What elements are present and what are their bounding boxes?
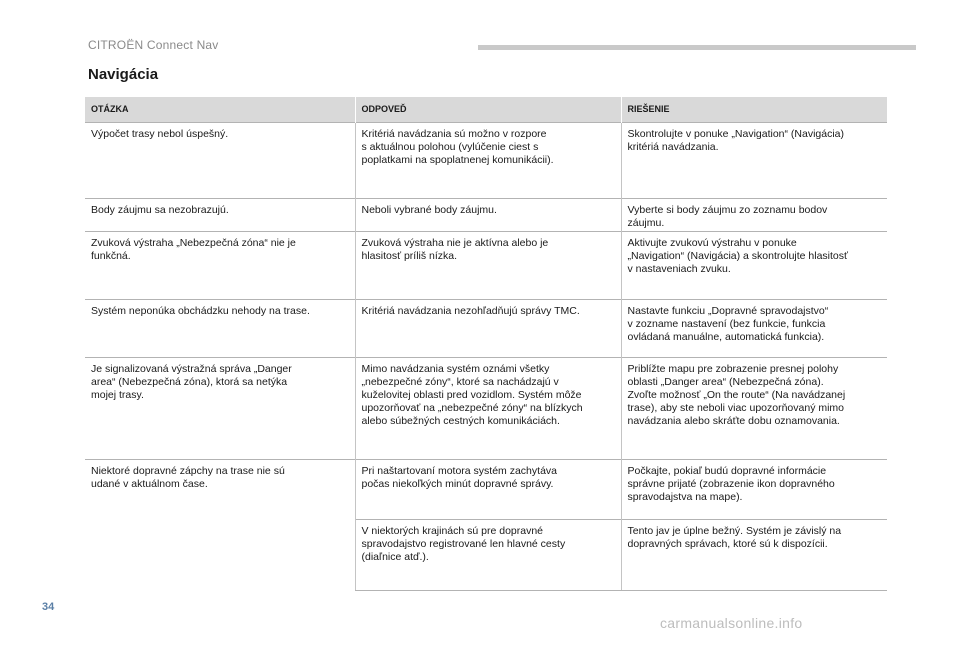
solution-cell: [621, 123, 887, 199]
solution-text: Nastavte funkciu „Dopravné spravodajstvo“ v zozname nastavení (bez funkcie, funkcia ovládaná manuálne, automatická funkcia).: [627, 305, 829, 343]
table-row: [85, 123, 887, 199]
question-text: Je signalizovaná výstražná správa „Danger area“ (Nebezpečná zóna), ktorá sa netýka mojej trasy.: [91, 363, 292, 401]
column-header-answer: ODPOVEĎ: [355, 97, 621, 123]
question-text: Zvuková výstraha „Nebezpečná zóna“ nie je funkčná.: [91, 237, 296, 262]
solution-text: Skontrolujte v ponuke „Navigation“ (Navigácia) kritériá navádzania.: [627, 128, 845, 153]
section-title: Navigácia: [88, 66, 159, 83]
question-cell: [85, 300, 355, 358]
answer-text: V niektorých krajinách sú pre dopravné spravodajstvo registrované len hlavné cesty (diaľnice atď.).: [361, 525, 566, 563]
solution-text: Priblížte mapu pre zobrazenie presnej polohy oblasti „Danger area“ (Nebezpečná zóna). Zvoľte možnosť „On the route“ (Na navádzanej trase), aby ste neboli viac upozorňovaný mimo navádzania alebo skráťte dobu oznamovania.: [627, 363, 846, 427]
question-text: Výpočet trasy nebol úspešný.: [91, 128, 229, 140]
answer-cell: [355, 232, 621, 300]
table-header-row: [85, 97, 887, 123]
column-header-question: OTÁZKA: [85, 97, 355, 123]
answer-text: Mimo navádzania systém oznámi všetky „nebezpečné zóny“, ktoré sa nachádzajú v kuželovitej oblasti pred vozidlom. Systém môže upozorňovať na „nebezpečné zóny“ na blízkych alebo súbežných cestných komunikáciách.: [361, 363, 583, 427]
question-cell: [85, 199, 355, 232]
watermark-text: carmanualsonline.info: [660, 615, 803, 631]
answer-cell: [355, 460, 621, 520]
solution-cell: [621, 358, 887, 460]
question-text: Body záujmu sa nezobrazujú.: [91, 204, 229, 216]
solution-cell: [621, 520, 887, 591]
answer-cell: [355, 520, 621, 591]
answer-text: Pri naštartovaní motora systém zachytáva počas niekoľkých minút dopravné správy.: [361, 465, 557, 490]
answer-text: Kritériá navádzania nezohľadňujú správy TMC.: [361, 305, 580, 317]
column-header-solution: RIEŠENIE: [621, 97, 887, 123]
solution-text: Počkajte, pokiaľ budú dopravné informácie správne prijaté (zobrazenie ikon dopravného spravodajstva na mape).: [627, 465, 835, 503]
solution-cell: [621, 300, 887, 358]
table-row: [85, 358, 887, 460]
faq-table: [85, 97, 887, 591]
table-row: [85, 300, 887, 358]
answer-cell: [355, 300, 621, 358]
document-header-title: CITROËN Connect Nav: [88, 38, 219, 52]
answer-cell: [355, 123, 621, 199]
question-cell: [85, 123, 355, 199]
page-number: 34: [42, 601, 55, 613]
solution-text: Tento jav je úplne bežný. Systém je závislý na dopravných správach, ktoré sú k dispozícii.: [627, 525, 842, 550]
solution-text: Vyberte si body záujmu zo zoznamu bodov záujmu.: [627, 204, 828, 229]
answer-cell: [355, 199, 621, 232]
answer-text: Zvuková výstraha nie je aktívna alebo je hlasitosť príliš nízka.: [361, 237, 549, 262]
solution-text: Aktivujte zvukovú výstrahu v ponuke „Navigation“ (Navigácia) a skontrolujte hlasitosť v nastaveniach zvuku.: [627, 237, 848, 275]
answer-cell: [355, 358, 621, 460]
question-cell: [85, 232, 355, 300]
question-cell: [85, 358, 355, 460]
question-text: Niektoré dopravné zápchy na trase nie sú udané v aktuálnom čase.: [91, 465, 285, 490]
table-row: [85, 460, 887, 520]
question-cell: [85, 460, 355, 591]
question-text: Systém neponúka obchádzku nehody na trase.: [91, 305, 310, 317]
solution-cell: [621, 232, 887, 300]
table-row: [85, 232, 887, 300]
answer-text: Neboli vybrané body záujmu.: [361, 204, 497, 216]
solution-cell: [621, 460, 887, 520]
answer-text: Kritériá navádzania sú možno v rozpore s aktuálnou polohou (vylúčenie ciest s poplatkami na spoplatnenej komunikácii).: [361, 128, 554, 166]
solution-cell: [621, 199, 887, 232]
header-divider-bar: [478, 45, 916, 50]
table-row: [85, 199, 887, 232]
